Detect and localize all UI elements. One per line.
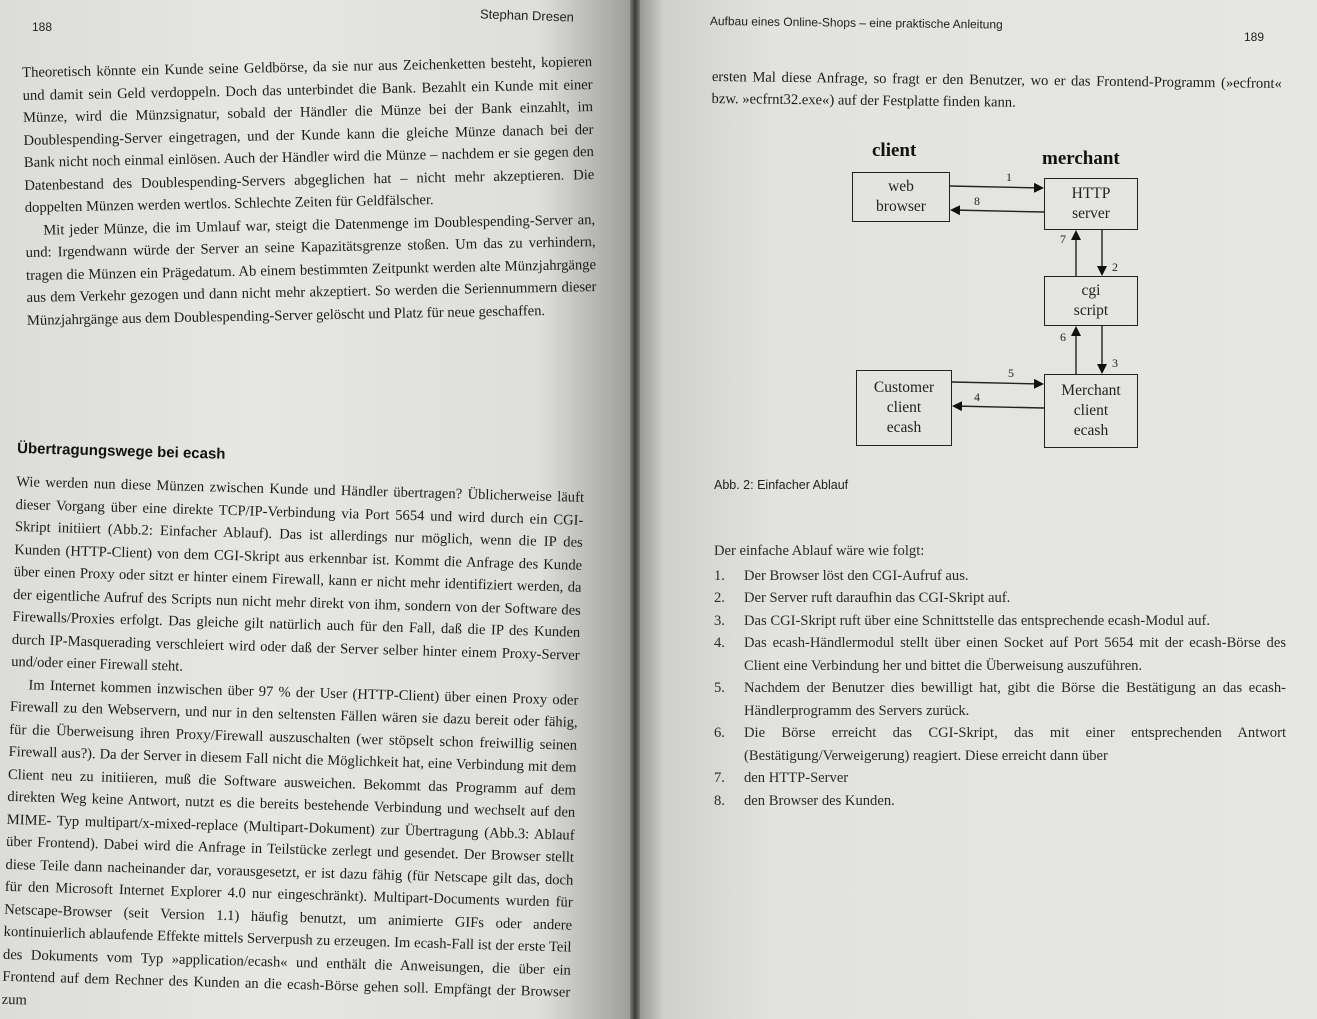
figure-caption: Abb. 2: Einfacher Ablauf [714,478,849,492]
step-text: Der Browser löst den CGI-Aufruf aus. [744,567,969,584]
step-number: 1. [714,567,725,584]
step-number-8: 8 [974,194,980,208]
paragraph: Im Internet kommen inzwischen über 97 % der User (HTTP-Client) über einen Proxy oder Firewall zu den Webservern, und nur in den seltensten Fällen wären sie dazu bereit oder fähig, für die Überweisung ihren Proxy/Firewall auszuschalten (wer stöpselt schon freiwillig seinen Firewall aus?). Da der Server in diesem Fall nicht die Möglichkeit hat, eine Verbindung mit dem Client neu zu initiieren, muß die Software ausweichen. Bekommt das Programm auf dem direkten Weg keine Antwort, nutzt es die bereits bestehende Verbindung und wechselt auf den MIME- Typ multipart/x-mixed-replace (Multipart-Dokument) zur Übertragung (Abb.3: Ablauf über Frontend). Dabei wird die Anfrage in Teilstücke zerlegt und gesendet. Der Browser stellt diese Teile dann nacheinander dar, vorausgesetzt, er ist dazu fähig (für Netscape gilt das, doch für den Microsoft Internet Explorer 4.0 nur eingeschränkt). Multipart-Documents wurden für Netscape-Browser (seit Version 1.1) häufig benutzt, um animierte GIFs oder andere kontinuierlich ablaufende Effekte mittels Serverpush zu erzeugen. Im ecash-Fall ist der erste Teil des Dokuments vom Typ »application/ecash« und enthält die Anweisungen, die über ein Frontend auf dem Rechner des Kunden an die ecash-Börse gehen soll. Empfängt der Browser zum [1,676,579,1008]
right-intro-text: ersten Mal diese Anfrage, so fragt er den Benutzer, wo er das Frontend-Programm (»ecfront« bzw. »ecfrnt32.exe«) auf der Festplatte finden kann. [711,68,1282,111]
paragraph: Mit jeder Münze, die im Umlauf war, steigt die Datenmenge im Doublespending-Server an, und: Irgendwann würde der Server an seine Kapazitätsgrenze stoßen. Um das zu verhindern, tragen die Münzen ein Prägedatum. Ab einem bestimmten Zeitpunkt werden alte Münzjahrgänge aus dem Verkehr gezogen und dann nicht mehr akzeptiert. So werden die Seriennummern dieser Münzjahrgänge aus dem Doublespending-Server gelöscht und Platz für neue geschaffen. [25,211,597,329]
step-number: 5. [714,680,725,696]
box-line: HTTP [1071,185,1111,202]
steps-list [714,540,1286,812]
step-text: Nachdem der Benutzer dies bewilligt hat, gibt die Börse die Bestätigung an das ecash-Händlerprogramm des Servers zurück. [744,680,1286,719]
list-item [714,632,1286,677]
flow-diagram [836,140,1156,460]
step-text: Das ecash-Händlermodul stellt über einen Socket auf Port 5654 mit der ecash-Börse des Client eine Verbindung her und bittet die Überweisung auszuführen. [744,635,1286,674]
step-number-6: 6 [1060,330,1066,344]
step-number-1: 1 [1006,170,1012,184]
arrow-5 [952,382,1042,384]
box-line: web [888,178,914,195]
right-page-number: 189 [1244,30,1265,44]
left-lower-text [1,418,585,1019]
step-number-4: 4 [974,390,980,404]
left-running-head: Stephan Dresen [479,6,575,25]
right-page [636,0,1317,1019]
section-heading: Übertragungswege bei ecash [16,439,226,463]
box-line: client [886,399,922,416]
step-number: 6. [714,725,725,741]
step-number: 4. [714,635,725,651]
step-text: Die Börse erreicht das CGI-Skript, das mit einer entsprechenden Antwort (Bestätigung/Verweigerung) reagiert. Diese erreicht dann über [744,725,1286,764]
list-item [714,610,1286,633]
list-item [714,565,1286,588]
left-upper-text [22,51,597,332]
paragraph: Wie werden nun diese Münzen zwischen Kunde und Händler übertragen? Üblicherweise läuft dieser Vorgang über eine direkte TCP/IP-Verbindung via Port 5654 und wird durch ein CGI-Skript initiiert (Abb.2: Einfacher Ablauf). Das ist allerdings nur möglich, wenn die IP des Kunden (HTTP-Client) von dem CGI-Skript aus erkennbar ist. Kommt die Anfrage des Kunde über einen Proxy oder sitzt er hinter einem Firewall, kann er nicht mehr identifiziert werden, da der eigentliche Aufruf des Scripts nun nicht mehr direkt von ihm, sondern von der Software des Firewalls/Proxies erfolgt. Das gleiche gilt natürlich auch für den Fall, daß die IP des Kunden durch IP-Masquerading verschleiert wird oder daß der Server selber hinter einem Proxy-Server und/oder einer Firewall steht. [10,473,585,675]
box-line: cgi [1081,282,1101,299]
step-number: 2. [714,590,725,606]
arrow-8 [952,210,1044,212]
left-page-number: 188 [32,20,53,34]
step-number: 7. [714,770,725,786]
step-number: 8. [714,792,725,809]
box-line: client [1073,402,1109,419]
step-number-5: 5 [1008,366,1014,380]
left-page [0,0,636,1019]
box-line: ecash [886,419,922,436]
step-text: Der Server ruft daraufhin das CGI-Skript auf. [744,590,1011,606]
diagram-arrows [836,140,1156,460]
client-label: client [872,140,917,161]
box-line: Customer [873,379,935,396]
box-line: server [1072,205,1110,222]
arrow-1 [950,186,1042,188]
steps-intro: Der einfache Ablauf wäre wie folgt: [714,543,925,559]
list-item [714,722,1286,767]
list-item [714,587,1286,610]
list-item [714,677,1286,722]
step-text: den Browser des Kunden. [744,792,895,809]
list-item [714,790,1286,813]
box-line: ecash [1073,422,1109,439]
box-line: Merchant [1061,382,1121,399]
box-line: browser [876,198,926,215]
list-item [714,767,1286,790]
step-text: den HTTP-Server [744,770,849,786]
step-number-7: 7 [1060,232,1066,246]
step-text: Das CGI-Skript ruft über eine Schnittstelle das entsprechende ecash-Modul auf. [744,612,1211,629]
book-gutter [630,0,640,1019]
arrow-4 [954,406,1044,408]
paragraph: Theoretisch könnte ein Kunde seine Geldbörse, da sie nur aus Zeichenketten besteht, kopieren und damit sein Geld verdoppeln. Doch das unterbindet die Bank. Bezahlt ein Kunde mit einer Münze, wird die Münzsignatur, sobald der Händler die Münze bei der Bank einzahlt, im Doublespending-Server eingetragen, und der Kunde kann die gleiche Münze danach bei der Bank nicht noch einmal einlösen. Auch der Händler wird die Münze – nachdem er sie gegen den Datenbestand des Doublespending-Servers abgeglichen hat – nicht mehr akzeptieren. Die doppelten Münzen werden wertlos. Schlechte Zeiten für Geldfälscher. [22,54,595,216]
step-number-2: 2 [1112,260,1118,274]
right-running-head: Aufbau eines Online-Shops – eine praktische Anleitung [709,14,1003,32]
box-line: script [1073,302,1109,319]
step-number: 3. [714,612,725,629]
merchant-label: merchant [1042,148,1120,169]
step-number-3: 3 [1112,356,1118,370]
